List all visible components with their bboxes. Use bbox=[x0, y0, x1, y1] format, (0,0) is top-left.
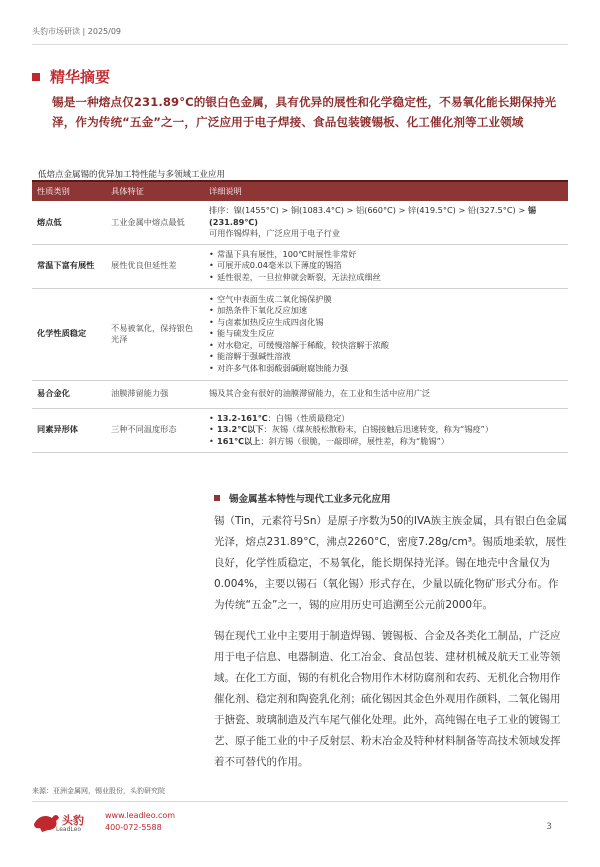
row-detail bbox=[204, 201, 568, 244]
list-item: • 常温下具有展性，100℃时展性非常好 bbox=[217, 249, 563, 261]
subsection-title: 锡金属基本特性与现代工业多元化应用 bbox=[229, 494, 391, 505]
list-item bbox=[217, 436, 563, 448]
table-row bbox=[32, 244, 568, 288]
row-feature: 工业金属中熔点最低 bbox=[106, 201, 204, 244]
row-category: 化学性质稳定 bbox=[32, 288, 106, 380]
list-item: • 延性很差，一旦拉伸就会断裂，无法拉成细丝 bbox=[217, 272, 563, 284]
list-item: • 对许多气体和弱酸弱碱耐腐蚀能力强 bbox=[217, 363, 563, 375]
table-header-cell: 性质类别 bbox=[32, 181, 106, 201]
list-item: • 空气中表面生成二氧化锡保护膜 bbox=[217, 294, 563, 306]
row-category: 易合金化 bbox=[32, 380, 106, 408]
summary-text: 锡是一种熔点仅231.89°C的银白色金属，具有优异的展性和化学稳定性，不易氧化能长期保持光泽，作为传统“五金”之一，广泛应用于电子焊接、食品包装镀锡板、化工催化剂等工业领域 bbox=[52, 95, 557, 129]
detail-intro: 排序：镍(1455°C) > 铜(1083.4°C) > 铝(660°C) > 锌(419.5°C) > 铅(327.5°C) > bbox=[209, 205, 526, 215]
form-range: 161℃以上 bbox=[217, 435, 261, 446]
header-text: 头豹市场研读 | 2025/09 bbox=[32, 27, 122, 36]
footer-divider bbox=[32, 801, 568, 802]
list-item: • 可展开成0.04毫米以下薄度的锡箔 bbox=[217, 260, 563, 272]
row-feature: 三种不同温度形态 bbox=[106, 408, 204, 452]
row-detail bbox=[204, 288, 568, 380]
subsection-bullet-icon bbox=[214, 495, 220, 501]
detail-tail: 可用作锡焊料，广泛应用于电子行业 bbox=[209, 228, 341, 238]
list-item bbox=[217, 424, 563, 436]
row-feature: 不易被氧化，保持银色光泽 bbox=[106, 288, 204, 380]
list-item bbox=[217, 413, 563, 425]
header-divider bbox=[32, 44, 568, 45]
row-category: 常温下富有展性 bbox=[32, 244, 106, 288]
row-detail bbox=[204, 408, 568, 452]
paragraph-2: 锡在现代工业中主要用于制造焊锡、镀锡板、合金及各类化工制品，广泛应用于电子信息、电器制造、化工冶金、食品包装、建材机械及航天工业等领域。在化工方面，锡的有机化合物用作木材防腐剂和农药、无机化合物用作催化剂、稳定剂和陶瓷乳化剂；硫化锡因其金色外观用作颜料，二氧化锡用于搪瓷、玻璃制造及汽车尾气催化处理。此外，高纯锡在电子工业的镀锡工艺、原子能工业的中子反射层、粉末冶金及特种材料制备等高技术领域发挥着不可替代的作用。 bbox=[214, 630, 561, 768]
table-row bbox=[32, 408, 568, 452]
form-desc: ：斜方锡（很脆，一敲即碎，展性差，称为“脆锡”） bbox=[260, 435, 449, 446]
phone-number: 400-072-5588 bbox=[105, 823, 162, 832]
form-desc: ：灰锡（煤灰般松散粉末，白锡接触后迅速转变，称为“锡疫”） bbox=[263, 424, 494, 435]
list-item: • 对水稳定，可缓慢溶解于稀酸，较快溶解于浓酸 bbox=[217, 340, 563, 352]
form-range: 13.2℃以下 bbox=[217, 424, 264, 435]
row-category: 同素异形体 bbox=[32, 408, 106, 452]
table-row bbox=[32, 288, 568, 380]
paragraph-1: 锡（Tin，元素符号Sn）是原子序数为50的IVA族主族金属，具有银白色金属光泽，熔点231.89°C，沸点2260°C，密度7.28g/cm³。锡质地柔软，展性良好，化学性质稳定，不易氧化，能长期保持光泽。锡在地壳中含量仅为0.004%，主要以锡石（氧化锡）形式存在，少量以硫化物矿形式分布。作为传统“五金”之一，锡的应用历史可追溯至公元前2000年。 bbox=[214, 515, 568, 611]
list-item: • 与卤素加热反应生成四卤化锡 bbox=[217, 317, 563, 329]
source-note: 来源：亚洲金属网，锡业股份，头豹研究院 bbox=[32, 787, 165, 795]
table-header-cell: 详细说明 bbox=[204, 181, 568, 201]
website-link[interactable]: www.leadleo.com bbox=[105, 811, 176, 820]
row-category: 熔点低 bbox=[32, 201, 106, 244]
row-feature: 油膜滞留能力强 bbox=[106, 380, 204, 408]
properties-table bbox=[32, 180, 568, 453]
list-item: • 加热条件下氧化反应加速 bbox=[217, 305, 563, 317]
detail-strong: 锡(231.89℃) bbox=[209, 205, 537, 227]
table-caption: 低熔点金属锡的优异加工特性能与多领域工业应用 bbox=[38, 170, 226, 180]
logo-subtext: LeadLeo bbox=[56, 826, 82, 833]
row-feature: 展性优良但延性差 bbox=[106, 244, 204, 288]
section-title: 精华摘要 bbox=[50, 68, 111, 86]
logo-text: 头豹 bbox=[62, 814, 84, 827]
section-bullet-icon bbox=[32, 73, 40, 81]
form-range: 13.2-161℃ bbox=[217, 412, 268, 423]
table-header-row bbox=[32, 181, 568, 201]
section-heading bbox=[32, 66, 110, 87]
page-number: 3 bbox=[546, 822, 552, 832]
table-row bbox=[32, 201, 568, 244]
subsection-heading bbox=[214, 491, 391, 505]
list-item: • 能与硫发生反应 bbox=[217, 328, 563, 340]
form-desc: ：白锡（性质最稳定） bbox=[267, 412, 350, 423]
table-row bbox=[32, 380, 568, 408]
table-header-cell: 具体特征 bbox=[106, 181, 204, 201]
leadleo-logo-icon bbox=[32, 808, 92, 838]
list-item: • 能溶解于强碱性溶液 bbox=[217, 351, 563, 363]
row-detail bbox=[204, 244, 568, 288]
row-detail: 锡及其合金有很好的油膜滞留能力，在工业和生活中应用广泛 bbox=[204, 380, 568, 408]
